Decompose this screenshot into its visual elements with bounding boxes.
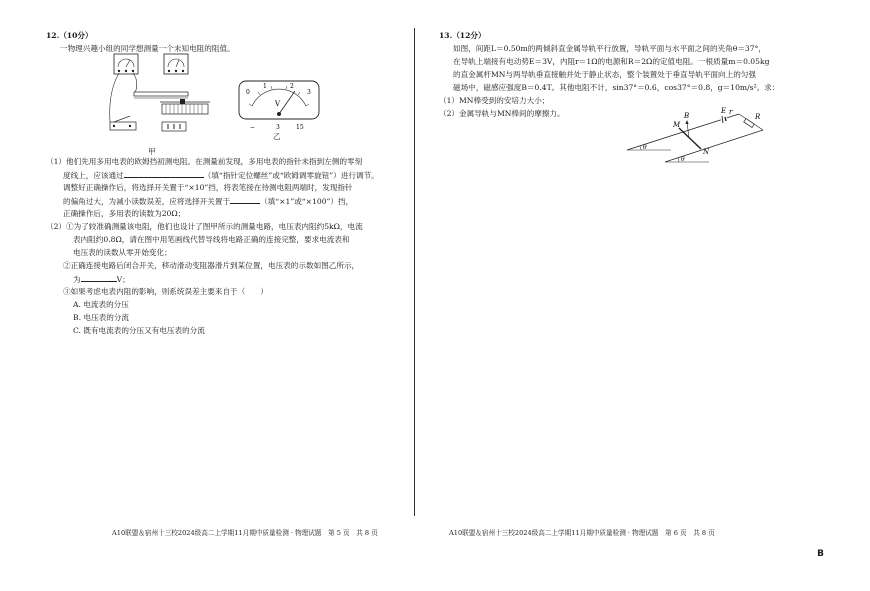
label-b: B xyxy=(684,112,690,120)
right-page-footer: A10联盟＆宿州十三校2024级高二上学期11月期中质量检测 · 物理试题 第 6 页 共 8 页 xyxy=(449,529,715,537)
q12-p1-line2: 度线上，应该通过 （填“指针定位螺丝”或“欧姆调零旋钮”）进行调节。 xyxy=(63,171,379,180)
q13-sub2: （2）金属导轨与MN棒间的摩擦力。 xyxy=(439,109,565,118)
q12-p2-line3: 电压表的读数从零开始变化； xyxy=(73,248,172,257)
q13-line4: 磁场中，磁感应强度B＝0.4T。其他电阻不计，sin37°＝0.6，cos37°＝0.8，g＝10m/s²。求： xyxy=(453,83,780,92)
answer-blank-2[interactable] xyxy=(230,195,260,204)
figure-jia-circuit xyxy=(100,52,220,142)
terminal-15: 15 xyxy=(296,124,304,131)
q13-line3: 的直金属杆MN与两导轨垂直接触并处于静止状态，整个装置处于垂直导轨平面向上的匀强 xyxy=(453,70,756,79)
dial-tick-0: 0 xyxy=(246,89,250,96)
ammeter-icon xyxy=(114,54,138,74)
voltmeter-icon xyxy=(164,54,188,74)
label-r-small: r xyxy=(729,108,733,116)
q12-p1-line1: （1）他们先用多用电表的欧姆挡初测电阻。在测量前发现，多用电表的指针未指到左侧的零刻 xyxy=(46,157,363,166)
page-divider xyxy=(414,28,415,516)
figure-inclined-rails xyxy=(621,104,771,176)
dial-tick-3: 3 xyxy=(307,89,311,96)
q12-p1-line4: 的偏角过大，为减小读数误差，应将选择开关置于 （填“×1”或“×100”）挡， xyxy=(63,197,354,206)
rod-mn xyxy=(679,128,701,149)
q12-title: 12.（10分） xyxy=(46,31,93,40)
q13-sub1: （1）MN棒受到的安培力大小； xyxy=(439,96,550,105)
dial-tick-2: 2 xyxy=(290,83,294,90)
q12-p2-line2: 表内阻约0.8Ω，请在图中用笔画线代替导线将电路正确的连接完整，要求电流表和 xyxy=(73,235,350,244)
q13-line1: 如图，间距L＝0.50m的两倾斜直金属导轨平行放置，导轨平面与水平面之间的夹角θ＝37°， xyxy=(453,44,766,53)
q12-option-c: C. 既有电流表的分压又有电压表的分流 xyxy=(73,326,205,335)
terminal-3: 3 xyxy=(276,124,280,131)
resistor-r-icon xyxy=(744,119,755,128)
label-m: M xyxy=(673,121,681,129)
left-page-footer: A10联盟＆宿州十三校2024级高二上学期11月期中质量检测 · 物理试题 第 5 页 共 8 页 xyxy=(112,529,378,537)
answer-blank-3[interactable] xyxy=(81,273,117,282)
battery-icon xyxy=(162,122,186,131)
figure-jia-caption: 甲 xyxy=(148,147,156,156)
q13-title: 13.（12分） xyxy=(439,31,486,40)
label-r: R xyxy=(755,113,761,121)
theta-label-upper: θ xyxy=(643,144,647,151)
figure-yi-voltmeter-dial xyxy=(238,80,320,132)
answer-blank-1[interactable] xyxy=(124,169,204,178)
q12-p2-line6: ③如果考虑电表内阻的影响，则系统误差主要来自于（ ） xyxy=(63,287,269,296)
dial-unit: V xyxy=(275,100,281,108)
corner-mark: B xyxy=(817,549,824,559)
label-n: N xyxy=(703,148,710,156)
switch-icon xyxy=(110,116,136,130)
figure-yi-caption: 乙 xyxy=(273,132,281,141)
theta-label-lower: θ xyxy=(681,156,685,163)
q12-option-b: B. 电压表的分流 xyxy=(73,313,129,322)
rheostat-icon xyxy=(160,99,210,114)
dial-tick-1: 1 xyxy=(263,83,267,90)
label-e: E xyxy=(721,107,727,115)
q12-p2-line4: ②正确连接电路后闭合开关，移动滑动变阻器滑片到某位置，电压表的示数如图乙所示， xyxy=(63,261,360,270)
q12-p2-line5: 为 V； xyxy=(73,275,130,284)
right-page xyxy=(433,0,870,591)
q12-intro: 一物理兴趣小组的同学想测量一个未知电阻的阻值。 xyxy=(60,44,235,53)
battery-icon xyxy=(721,116,727,123)
left-page xyxy=(0,0,432,591)
q12-p2-line1: （2）①为了较准确测量该电阻，他们也设计了图甲所示的测量电路，电压表内阻约5kΩ，电流 xyxy=(46,222,363,231)
q12-p1-line5: 正确操作后，多用表的读数为20Ω； xyxy=(63,209,186,218)
q13-line2: 在导轨上端接有电动势E＝3V，内阻r＝1Ω的电源和R＝2Ω的定值电阻。一根质量m＝0.05kg xyxy=(453,57,770,66)
lower-rail xyxy=(665,130,763,162)
terminal-neg: − xyxy=(250,124,256,131)
q12-option-a: A. 电流表的分压 xyxy=(73,300,129,309)
q12-p1-line3: 调整好正确操作后，将选择开关置于“×10”挡，将表笔接在待测电阻两端时，发现指针 xyxy=(63,183,353,192)
resistor-rx-icon xyxy=(134,92,188,98)
